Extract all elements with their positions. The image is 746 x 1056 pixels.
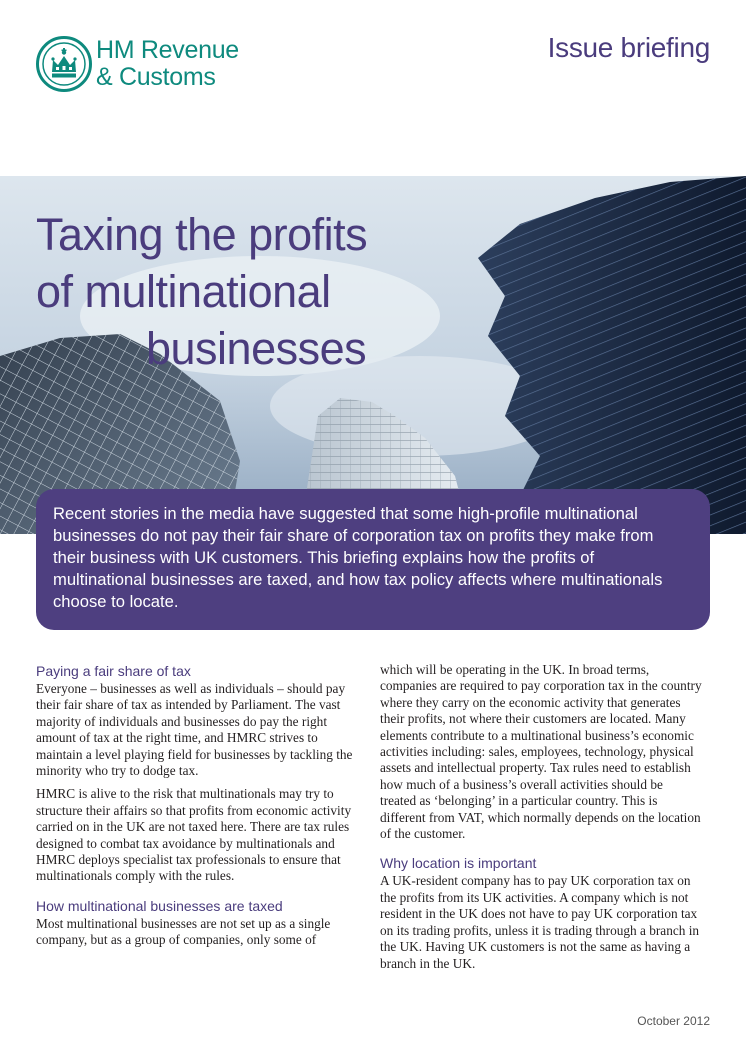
section-heading-how-taxed: How multinational businesses are taxed (36, 897, 283, 914)
org-name-line-2: & Customs (96, 63, 216, 91)
hmrc-logo (36, 36, 266, 96)
intro-callout (36, 489, 710, 630)
document-type-label: Issue briefing (547, 32, 710, 63)
section-heading-location: Why location is important (380, 855, 537, 872)
fair-share-paragraph-1: Everyone – businesses as well as individuals – should pay their fair share of tax as intended by Parliament. The vast majority of individuals and businesses do pay the right amount of tax at the right time, and HMRC strives to maintain a level playing field for businesses by tackling the minority who try to dodge tax. (36, 681, 353, 779)
how-taxed-paragraph-1: Most multinational businesses are not set up as a single company, but as a group of companies, only some of (36, 915, 331, 948)
title-line-2: of multinational (36, 266, 331, 317)
title-line-1: Taxing the profits (36, 209, 368, 260)
intro-text: Recent stories in the media have suggested that some high-profile multinational businesses do not pay their fair share of corporation tax on profits they make from their business with UK customers. This briefing explains how the profits of multinational businesses are taxed, and how tax policy affects where multinationals choose to locate. (53, 504, 663, 611)
location-paragraph-1: A UK-resident company has to pay UK corporation tax on the profits from its UK activities. A company which is not resident in the UK does not have to pay UK corporation tax on its trading profits, unless it is trading through a branch in the UK. Having UK customers is not the same as having a branch in the UK. (380, 873, 700, 971)
org-name-line-1: HM Revenue (96, 36, 239, 64)
publication-date: October 2012 (637, 1014, 710, 1028)
how-taxed-paragraph-continued: which will be operating in the UK. In broad terms, companies are required to pay corporation tax in the country where they carry on the economic activity that generates their profits, not where their customers are located. Many elements contribute to a multinational business’s economic activities including: sales, employees, technology, physical assets and intellectual property. Tax rules need to establish how much of a business’s overall activities should be treated as ‘belonging’ in a particular country. This is different from VAT, which normally depends on the location of the customer. (380, 662, 702, 842)
fair-share-paragraph-2: HMRC is alive to the risk that multinationals may try to structure their affairs so that profits from economic activity carried on in the UK are not taxed here. There are tax rules designed to combat tax avoidance by multinationals and HMRC deploys specialist tax professionals to ensure that multinationals comply with the rules. (36, 786, 352, 884)
section-heading-fair-share: Paying a fair share of tax (36, 663, 191, 679)
organisation-name (96, 37, 239, 91)
crown-crest-icon (36, 36, 92, 92)
page-title (36, 206, 367, 377)
hero-banner (0, 176, 746, 534)
title-line-3: businesses (146, 323, 367, 374)
left-column (36, 662, 358, 956)
right-column (380, 662, 702, 979)
